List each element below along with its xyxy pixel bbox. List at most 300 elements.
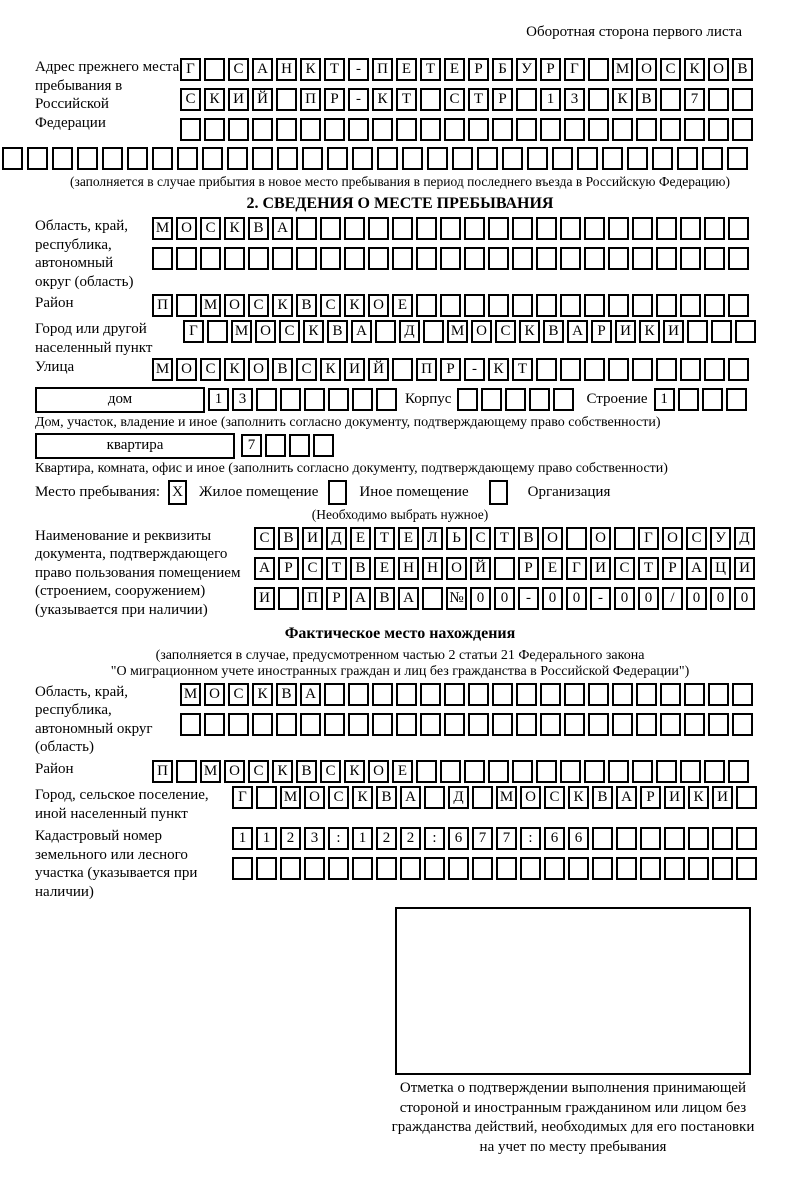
char-cell[interactable]: 2 (280, 827, 301, 850)
char-cell[interactable]: Й (470, 557, 491, 580)
char-cell[interactable] (656, 760, 677, 783)
char-cell[interactable] (328, 388, 349, 411)
char-cell[interactable]: И (712, 786, 733, 809)
char-cell[interactable]: В (518, 527, 539, 550)
char-cell[interactable] (660, 683, 681, 706)
char-cell[interactable] (602, 147, 623, 170)
char-cell[interactable]: С (328, 786, 349, 809)
char-cell[interactable] (664, 827, 685, 850)
char-cell[interactable] (492, 713, 513, 736)
char-cell[interactable]: К (352, 786, 373, 809)
char-cell[interactable]: С (254, 527, 275, 550)
char-cell[interactable] (684, 683, 705, 706)
char-cell[interactable] (176, 294, 197, 317)
char-cell[interactable] (324, 118, 345, 141)
char-cell[interactable] (296, 217, 317, 240)
char-cell[interactable] (577, 147, 598, 170)
char-cell[interactable] (664, 857, 685, 880)
char-cell[interactable]: В (376, 786, 397, 809)
char-cell[interactable]: С (320, 760, 341, 783)
char-cell[interactable]: 3 (564, 88, 585, 111)
char-cell[interactable] (496, 857, 517, 880)
char-cell[interactable] (256, 388, 277, 411)
char-cell[interactable] (608, 217, 629, 240)
char-cell[interactable] (588, 118, 609, 141)
char-cell[interactable]: 0 (566, 587, 587, 610)
char-cell[interactable]: 0 (638, 587, 659, 610)
char-cell[interactable] (296, 247, 317, 270)
char-cell[interactable] (348, 713, 369, 736)
char-cell[interactable]: О (542, 527, 563, 550)
char-cell[interactable]: : (424, 827, 445, 850)
char-cell[interactable]: 2 (376, 827, 397, 850)
char-cell[interactable]: В (278, 527, 299, 550)
char-cell[interactable]: М (612, 58, 633, 81)
char-cell[interactable] (677, 147, 698, 170)
char-cell[interactable] (392, 358, 413, 381)
char-cell[interactable]: С (248, 760, 269, 783)
char-cell[interactable]: К (612, 88, 633, 111)
char-cell[interactable]: Е (392, 294, 413, 317)
char-cell[interactable] (726, 388, 747, 411)
char-cell[interactable] (488, 217, 509, 240)
char-cell[interactable] (516, 118, 537, 141)
char-cell[interactable]: Е (396, 58, 417, 81)
char-cell[interactable]: К (568, 786, 589, 809)
char-cell[interactable]: В (350, 557, 371, 580)
char-cell[interactable]: 6 (448, 827, 469, 850)
char-cell[interactable]: В (296, 294, 317, 317)
char-cell[interactable]: Г (180, 58, 201, 81)
char-cell[interactable]: Е (542, 557, 563, 580)
char-cell[interactable]: 7 (496, 827, 517, 850)
char-cell[interactable]: Р (640, 786, 661, 809)
char-cell[interactable]: О (255, 320, 276, 343)
char-cell[interactable]: 0 (734, 587, 755, 610)
char-cell[interactable]: К (488, 358, 509, 381)
char-cell[interactable] (512, 294, 533, 317)
char-cell[interactable] (324, 713, 345, 736)
char-cell[interactable]: 3 (304, 827, 325, 850)
char-cell[interactable] (424, 786, 445, 809)
char-cell[interactable]: Г (566, 557, 587, 580)
char-cell[interactable]: К (204, 88, 225, 111)
char-cell[interactable]: К (639, 320, 660, 343)
char-cell[interactable] (536, 760, 557, 783)
char-cell[interactable] (736, 827, 757, 850)
char-cell[interactable] (566, 527, 587, 550)
char-cell[interactable]: С (228, 58, 249, 81)
char-cell[interactable] (416, 294, 437, 317)
char-cell[interactable] (368, 247, 389, 270)
char-cell[interactable]: 7 (472, 827, 493, 850)
char-cell[interactable]: 0 (686, 587, 707, 610)
char-cell[interactable] (424, 857, 445, 880)
char-cell[interactable] (708, 683, 729, 706)
char-cell[interactable]: И (228, 88, 249, 111)
char-cell[interactable]: Т (326, 557, 347, 580)
char-cell[interactable] (448, 857, 469, 880)
char-cell[interactable]: И (302, 527, 323, 550)
char-cell[interactable] (265, 434, 286, 457)
char-cell[interactable] (592, 827, 613, 850)
char-cell[interactable] (732, 88, 753, 111)
char-cell[interactable] (516, 713, 537, 736)
char-cell[interactable] (444, 118, 465, 141)
char-cell[interactable]: С (228, 683, 249, 706)
char-cell[interactable] (464, 760, 485, 783)
char-cell[interactable] (472, 857, 493, 880)
char-cell[interactable] (252, 118, 273, 141)
char-cell[interactable]: С (470, 527, 491, 550)
char-cell[interactable] (732, 713, 753, 736)
char-cell[interactable] (512, 247, 533, 270)
char-cell[interactable]: Е (374, 557, 395, 580)
char-cell[interactable]: О (368, 294, 389, 317)
char-cell[interactable] (348, 683, 369, 706)
char-cell[interactable]: О (304, 786, 325, 809)
char-cell[interactable] (736, 786, 757, 809)
char-cell[interactable] (492, 683, 513, 706)
char-cell[interactable]: Е (392, 760, 413, 783)
char-cell[interactable]: П (372, 58, 393, 81)
char-cell[interactable] (440, 760, 461, 783)
char-cell[interactable] (464, 217, 485, 240)
char-cell[interactable] (488, 760, 509, 783)
char-cell[interactable]: К (519, 320, 540, 343)
char-cell[interactable] (464, 247, 485, 270)
char-cell[interactable] (276, 88, 297, 111)
char-cell[interactable]: О (248, 358, 269, 381)
char-cell[interactable]: М (152, 217, 173, 240)
char-cell[interactable] (416, 247, 437, 270)
char-cell[interactable] (396, 713, 417, 736)
char-cell[interactable]: О (708, 58, 729, 81)
char-cell[interactable] (704, 294, 725, 317)
char-cell[interactable]: К (372, 88, 393, 111)
char-cell[interactable] (702, 147, 723, 170)
stay-type-other-checkbox[interactable] (328, 480, 347, 505)
char-cell[interactable]: Р (540, 58, 561, 81)
char-cell[interactable] (400, 857, 421, 880)
char-cell[interactable] (680, 760, 701, 783)
char-cell[interactable] (422, 587, 443, 610)
char-cell[interactable] (289, 434, 310, 457)
char-cell[interactable] (588, 88, 609, 111)
char-cell[interactable] (656, 247, 677, 270)
char-cell[interactable]: 1 (232, 827, 253, 850)
char-cell[interactable] (440, 217, 461, 240)
char-cell[interactable]: Т (420, 58, 441, 81)
char-cell[interactable] (352, 147, 373, 170)
char-cell[interactable]: И (734, 557, 755, 580)
char-cell[interactable]: Ц (710, 557, 731, 580)
char-cell[interactable]: 0 (542, 587, 563, 610)
char-cell[interactable]: М (280, 786, 301, 809)
char-cell[interactable] (207, 320, 228, 343)
char-cell[interactable] (732, 683, 753, 706)
char-cell[interactable] (392, 247, 413, 270)
char-cell[interactable]: В (732, 58, 753, 81)
char-cell[interactable] (552, 147, 573, 170)
char-cell[interactable] (687, 320, 708, 343)
char-cell[interactable]: С (200, 358, 221, 381)
char-cell[interactable] (416, 760, 437, 783)
char-cell[interactable]: С (180, 88, 201, 111)
char-cell[interactable] (512, 217, 533, 240)
char-cell[interactable] (324, 683, 345, 706)
char-cell[interactable] (608, 358, 629, 381)
char-cell[interactable] (2, 147, 23, 170)
char-cell[interactable]: Д (326, 527, 347, 550)
char-cell[interactable]: 7 (241, 434, 262, 457)
char-cell[interactable]: И (254, 587, 275, 610)
char-cell[interactable]: Т (374, 527, 395, 550)
char-cell[interactable] (704, 760, 725, 783)
char-cell[interactable]: И (590, 557, 611, 580)
char-cell[interactable]: - (464, 358, 485, 381)
char-cell[interactable]: С (320, 294, 341, 317)
char-cell[interactable]: С (248, 294, 269, 317)
char-cell[interactable] (612, 683, 633, 706)
char-cell[interactable] (492, 118, 513, 141)
char-cell[interactable] (712, 857, 733, 880)
char-cell[interactable]: И (663, 320, 684, 343)
char-cell[interactable]: М (180, 683, 201, 706)
char-cell[interactable]: В (543, 320, 564, 343)
char-cell[interactable]: Р (518, 557, 539, 580)
char-cell[interactable] (728, 358, 749, 381)
char-cell[interactable] (584, 294, 605, 317)
char-cell[interactable] (420, 713, 441, 736)
char-cell[interactable] (704, 358, 725, 381)
char-cell[interactable] (348, 118, 369, 141)
char-cell[interactable] (688, 857, 709, 880)
char-cell[interactable] (728, 760, 749, 783)
char-cell[interactable]: А (252, 58, 273, 81)
char-cell[interactable] (228, 118, 249, 141)
char-cell[interactable] (452, 147, 473, 170)
char-cell[interactable] (660, 118, 681, 141)
char-cell[interactable] (588, 58, 609, 81)
char-cell[interactable] (176, 760, 197, 783)
char-cell[interactable]: П (152, 294, 173, 317)
char-cell[interactable] (568, 857, 589, 880)
char-cell[interactable] (614, 527, 635, 550)
char-cell[interactable]: К (320, 358, 341, 381)
char-cell[interactable]: В (296, 760, 317, 783)
char-cell[interactable]: П (152, 760, 173, 783)
char-cell[interactable] (352, 388, 373, 411)
char-cell[interactable]: К (344, 294, 365, 317)
char-cell[interactable]: 0 (494, 587, 515, 610)
char-cell[interactable]: П (416, 358, 437, 381)
char-cell[interactable]: С (296, 358, 317, 381)
char-cell[interactable] (702, 388, 723, 411)
char-cell[interactable] (224, 247, 245, 270)
char-cell[interactable] (232, 857, 253, 880)
char-cell[interactable] (708, 118, 729, 141)
char-cell[interactable]: К (303, 320, 324, 343)
char-cell[interactable] (588, 713, 609, 736)
char-cell[interactable]: Е (444, 58, 465, 81)
char-cell[interactable]: О (368, 760, 389, 783)
char-cell[interactable]: 1 (352, 827, 373, 850)
char-cell[interactable] (527, 147, 548, 170)
char-cell[interactable] (536, 247, 557, 270)
char-cell[interactable]: Д (734, 527, 755, 550)
char-cell[interactable] (427, 147, 448, 170)
char-cell[interactable]: : (520, 827, 541, 850)
char-cell[interactable] (684, 118, 705, 141)
char-cell[interactable] (728, 217, 749, 240)
char-cell[interactable] (536, 294, 557, 317)
char-cell[interactable]: О (446, 557, 467, 580)
char-cell[interactable] (304, 857, 325, 880)
char-cell[interactable] (328, 857, 349, 880)
char-cell[interactable]: Т (396, 88, 417, 111)
char-cell[interactable]: М (496, 786, 517, 809)
char-cell[interactable] (248, 247, 269, 270)
char-cell[interactable]: А (351, 320, 372, 343)
char-cell[interactable] (735, 320, 756, 343)
char-cell[interactable]: Р (468, 58, 489, 81)
char-cell[interactable] (313, 434, 334, 457)
char-cell[interactable]: Л (422, 527, 443, 550)
char-cell[interactable]: 6 (568, 827, 589, 850)
char-cell[interactable] (728, 294, 749, 317)
char-cell[interactable] (592, 857, 613, 880)
char-cell[interactable] (276, 118, 297, 141)
char-cell[interactable] (536, 358, 557, 381)
char-cell[interactable]: А (686, 557, 707, 580)
char-cell[interactable]: 0 (470, 587, 491, 610)
char-cell[interactable]: К (272, 760, 293, 783)
char-cell[interactable]: М (231, 320, 252, 343)
char-cell[interactable]: А (400, 786, 421, 809)
char-cell[interactable]: - (348, 88, 369, 111)
char-cell[interactable] (352, 857, 373, 880)
char-cell[interactable]: С (200, 217, 221, 240)
char-cell[interactable] (420, 88, 441, 111)
char-cell[interactable] (180, 118, 201, 141)
char-cell[interactable]: О (176, 358, 197, 381)
char-cell[interactable] (204, 118, 225, 141)
char-cell[interactable]: О (590, 527, 611, 550)
char-cell[interactable]: 3 (232, 388, 253, 411)
char-cell[interactable] (711, 320, 732, 343)
char-cell[interactable] (368, 217, 389, 240)
char-cell[interactable] (127, 147, 148, 170)
char-cell[interactable]: К (224, 217, 245, 240)
char-cell[interactable]: Р (278, 557, 299, 580)
char-cell[interactable] (77, 147, 98, 170)
char-cell[interactable]: С (544, 786, 565, 809)
char-cell[interactable]: Т (468, 88, 489, 111)
char-cell[interactable]: Й (252, 88, 273, 111)
char-cell[interactable]: О (176, 217, 197, 240)
char-cell[interactable]: Н (276, 58, 297, 81)
char-cell[interactable]: О (224, 294, 245, 317)
char-cell[interactable]: К (252, 683, 273, 706)
char-cell[interactable] (529, 388, 550, 411)
char-cell[interactable]: С (660, 58, 681, 81)
char-cell[interactable] (680, 358, 701, 381)
char-cell[interactable] (344, 247, 365, 270)
char-cell[interactable] (736, 857, 757, 880)
char-cell[interactable] (584, 760, 605, 783)
char-cell[interactable] (584, 217, 605, 240)
char-cell[interactable] (27, 147, 48, 170)
char-cell[interactable] (584, 358, 605, 381)
char-cell[interactable] (396, 683, 417, 706)
char-cell[interactable] (632, 760, 653, 783)
char-cell[interactable] (627, 147, 648, 170)
char-cell[interactable] (616, 827, 637, 850)
char-cell[interactable] (468, 713, 489, 736)
char-cell[interactable] (732, 118, 753, 141)
char-cell[interactable] (472, 786, 493, 809)
char-cell[interactable]: Н (422, 557, 443, 580)
char-cell[interactable] (564, 118, 585, 141)
char-cell[interactable] (704, 247, 725, 270)
char-cell[interactable] (300, 713, 321, 736)
char-cell[interactable] (553, 388, 574, 411)
char-cell[interactable] (688, 827, 709, 850)
char-cell[interactable]: О (520, 786, 541, 809)
char-cell[interactable]: А (567, 320, 588, 343)
char-cell[interactable]: А (254, 557, 275, 580)
char-cell[interactable] (204, 58, 225, 81)
char-cell[interactable]: Р (440, 358, 461, 381)
char-cell[interactable]: У (710, 527, 731, 550)
char-cell[interactable]: О (204, 683, 225, 706)
char-cell[interactable]: В (276, 683, 297, 706)
char-cell[interactable]: А (272, 217, 293, 240)
char-cell[interactable]: 2 (400, 827, 421, 850)
char-cell[interactable] (488, 247, 509, 270)
char-cell[interactable] (200, 247, 221, 270)
char-cell[interactable] (52, 147, 73, 170)
char-cell[interactable] (728, 247, 749, 270)
char-cell[interactable]: Е (398, 527, 419, 550)
char-cell[interactable]: Г (638, 527, 659, 550)
char-cell[interactable] (680, 247, 701, 270)
char-cell[interactable] (502, 147, 523, 170)
char-cell[interactable]: Т (638, 557, 659, 580)
char-cell[interactable]: Н (398, 557, 419, 580)
char-cell[interactable] (376, 388, 397, 411)
char-cell[interactable]: № (446, 587, 467, 610)
stay-type-residential-checkbox[interactable]: X (168, 480, 187, 505)
char-cell[interactable]: Р (324, 88, 345, 111)
char-cell[interactable] (680, 217, 701, 240)
char-cell[interactable]: М (200, 760, 221, 783)
char-cell[interactable]: М (152, 358, 173, 381)
char-cell[interactable]: А (616, 786, 637, 809)
char-cell[interactable]: С (495, 320, 516, 343)
char-cell[interactable]: : (328, 827, 349, 850)
char-cell[interactable] (320, 217, 341, 240)
char-cell[interactable] (560, 760, 581, 783)
char-cell[interactable]: Д (448, 786, 469, 809)
char-cell[interactable] (420, 683, 441, 706)
char-cell[interactable] (102, 147, 123, 170)
char-cell[interactable]: Д (399, 320, 420, 343)
char-cell[interactable] (564, 713, 585, 736)
char-cell[interactable] (704, 217, 725, 240)
char-cell[interactable] (632, 217, 653, 240)
